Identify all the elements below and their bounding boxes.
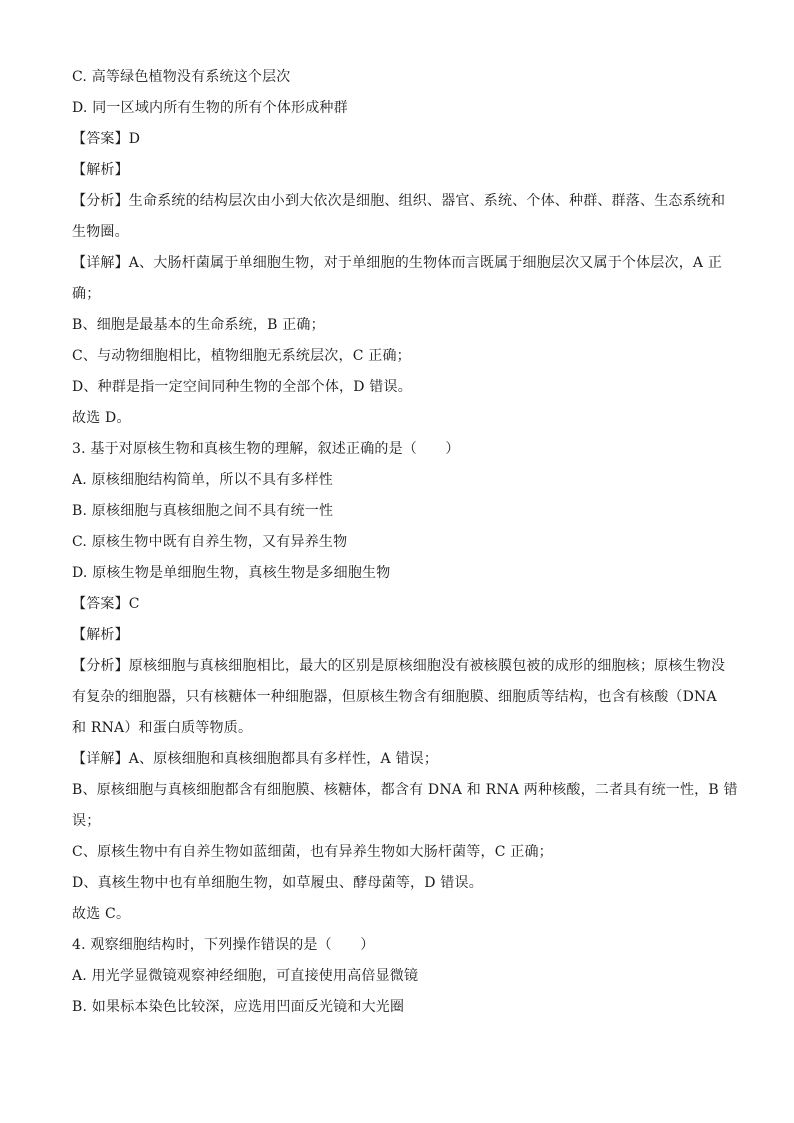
- detail-q3-c: C、原核生物中有自养生物如蓝细菌，也有异养生物如大肠杆菌等，C 正确；: [72, 844, 553, 860]
- option-d-q2: D. 同一区域内所有生物的所有个体形成种群: [72, 100, 348, 116]
- option-c-q2: C. 高等绿色植物没有系统这个层次: [72, 69, 291, 85]
- option-a-q3: A. 原核细胞结构简单，所以不具有多样性: [72, 472, 334, 488]
- option-c-q3: C. 原核生物中既有自养生物，又有异养生物: [72, 534, 348, 550]
- answer-q3: 【答案】C: [72, 596, 140, 612]
- question-3-stem: 3. 基于对原核生物和真核生物的理解，叙述正确的是（ ）: [72, 441, 460, 457]
- detail-q2-b: B、细胞是最基本的生命系统，B 正确；: [72, 317, 325, 333]
- conclusion-q3: 故选 C。: [72, 906, 131, 922]
- detail-q3-b-line2: 误；: [72, 813, 101, 829]
- analysis-heading-q2: 【解析】: [72, 162, 129, 178]
- question-4-stem: 4. 观察细胞结构时，下列操作错误的是（ ）: [72, 937, 375, 953]
- option-b-q3: B. 原核细胞与真核细胞之间不具有统一性: [72, 503, 334, 519]
- option-b-q4: B. 如果标本染色比较深，应选用凹面反光镜和大光圈: [72, 999, 405, 1015]
- analysis-heading-q3: 【解析】: [72, 627, 129, 643]
- analysis-text-q3-line1: 【分析】原核细胞与真核细胞相比，最大的区别是原核细胞没有被核膜包被的成形的细胞核；原核生物没: [72, 658, 726, 674]
- detail-q2-a-line2: 确；: [72, 286, 101, 302]
- detail-q2-c: C、与动物细胞相比，植物细胞无系统层次，C 正确；: [72, 348, 411, 364]
- detail-q3-a: 【详解】A、原核细胞和真核细胞都具有多样性，A 错误；: [72, 751, 439, 767]
- analysis-text-q3-line2: 有复杂的细胞器，只有核糖体一种细胞器，但原核生物含有细胞膜、细胞质等结构，也含有核酸（DNA: [72, 689, 717, 705]
- detail-q3-b-line1: B、原核细胞与真核细胞都含有细胞膜、核糖体，都含有 DNA 和 RNA 两种核酸，二者具有统一性，B 错: [72, 782, 738, 798]
- analysis-text-q2-line1: 【分析】生命系统的结构层次由小到大依次是细胞、组织、器官、系统、个体、种群、群落、生态系统和: [72, 193, 726, 209]
- analysis-text-q3-line3: 和 RNA）和蛋白质等物质。: [72, 720, 253, 736]
- conclusion-q2: 故选 D。: [72, 410, 131, 426]
- detail-q2-d: D、种群是指一定空间同种生物的全部个体，D 错误。: [72, 379, 412, 395]
- analysis-text-q2-line2: 生物圈。: [72, 224, 129, 240]
- option-d-q3: D. 原核生物是单细胞生物，真核生物是多细胞生物: [72, 565, 391, 581]
- document-page: [72, 62, 738, 1023]
- answer-q2: 【答案】D: [72, 131, 141, 147]
- option-a-q4: A. 用光学显微镜观察神经细胞，可直接使用高倍显微镜: [72, 968, 419, 984]
- detail-q2-a-line1: 【详解】A、大肠杆菌属于单细胞生物，对于单细胞的生物体而言既属于细胞层次又属于个体层次，A 正: [72, 255, 723, 271]
- detail-q3-d: D、真核生物中也有单细胞生物，如草履虫、酵母菌等，D 错误。: [72, 875, 483, 891]
